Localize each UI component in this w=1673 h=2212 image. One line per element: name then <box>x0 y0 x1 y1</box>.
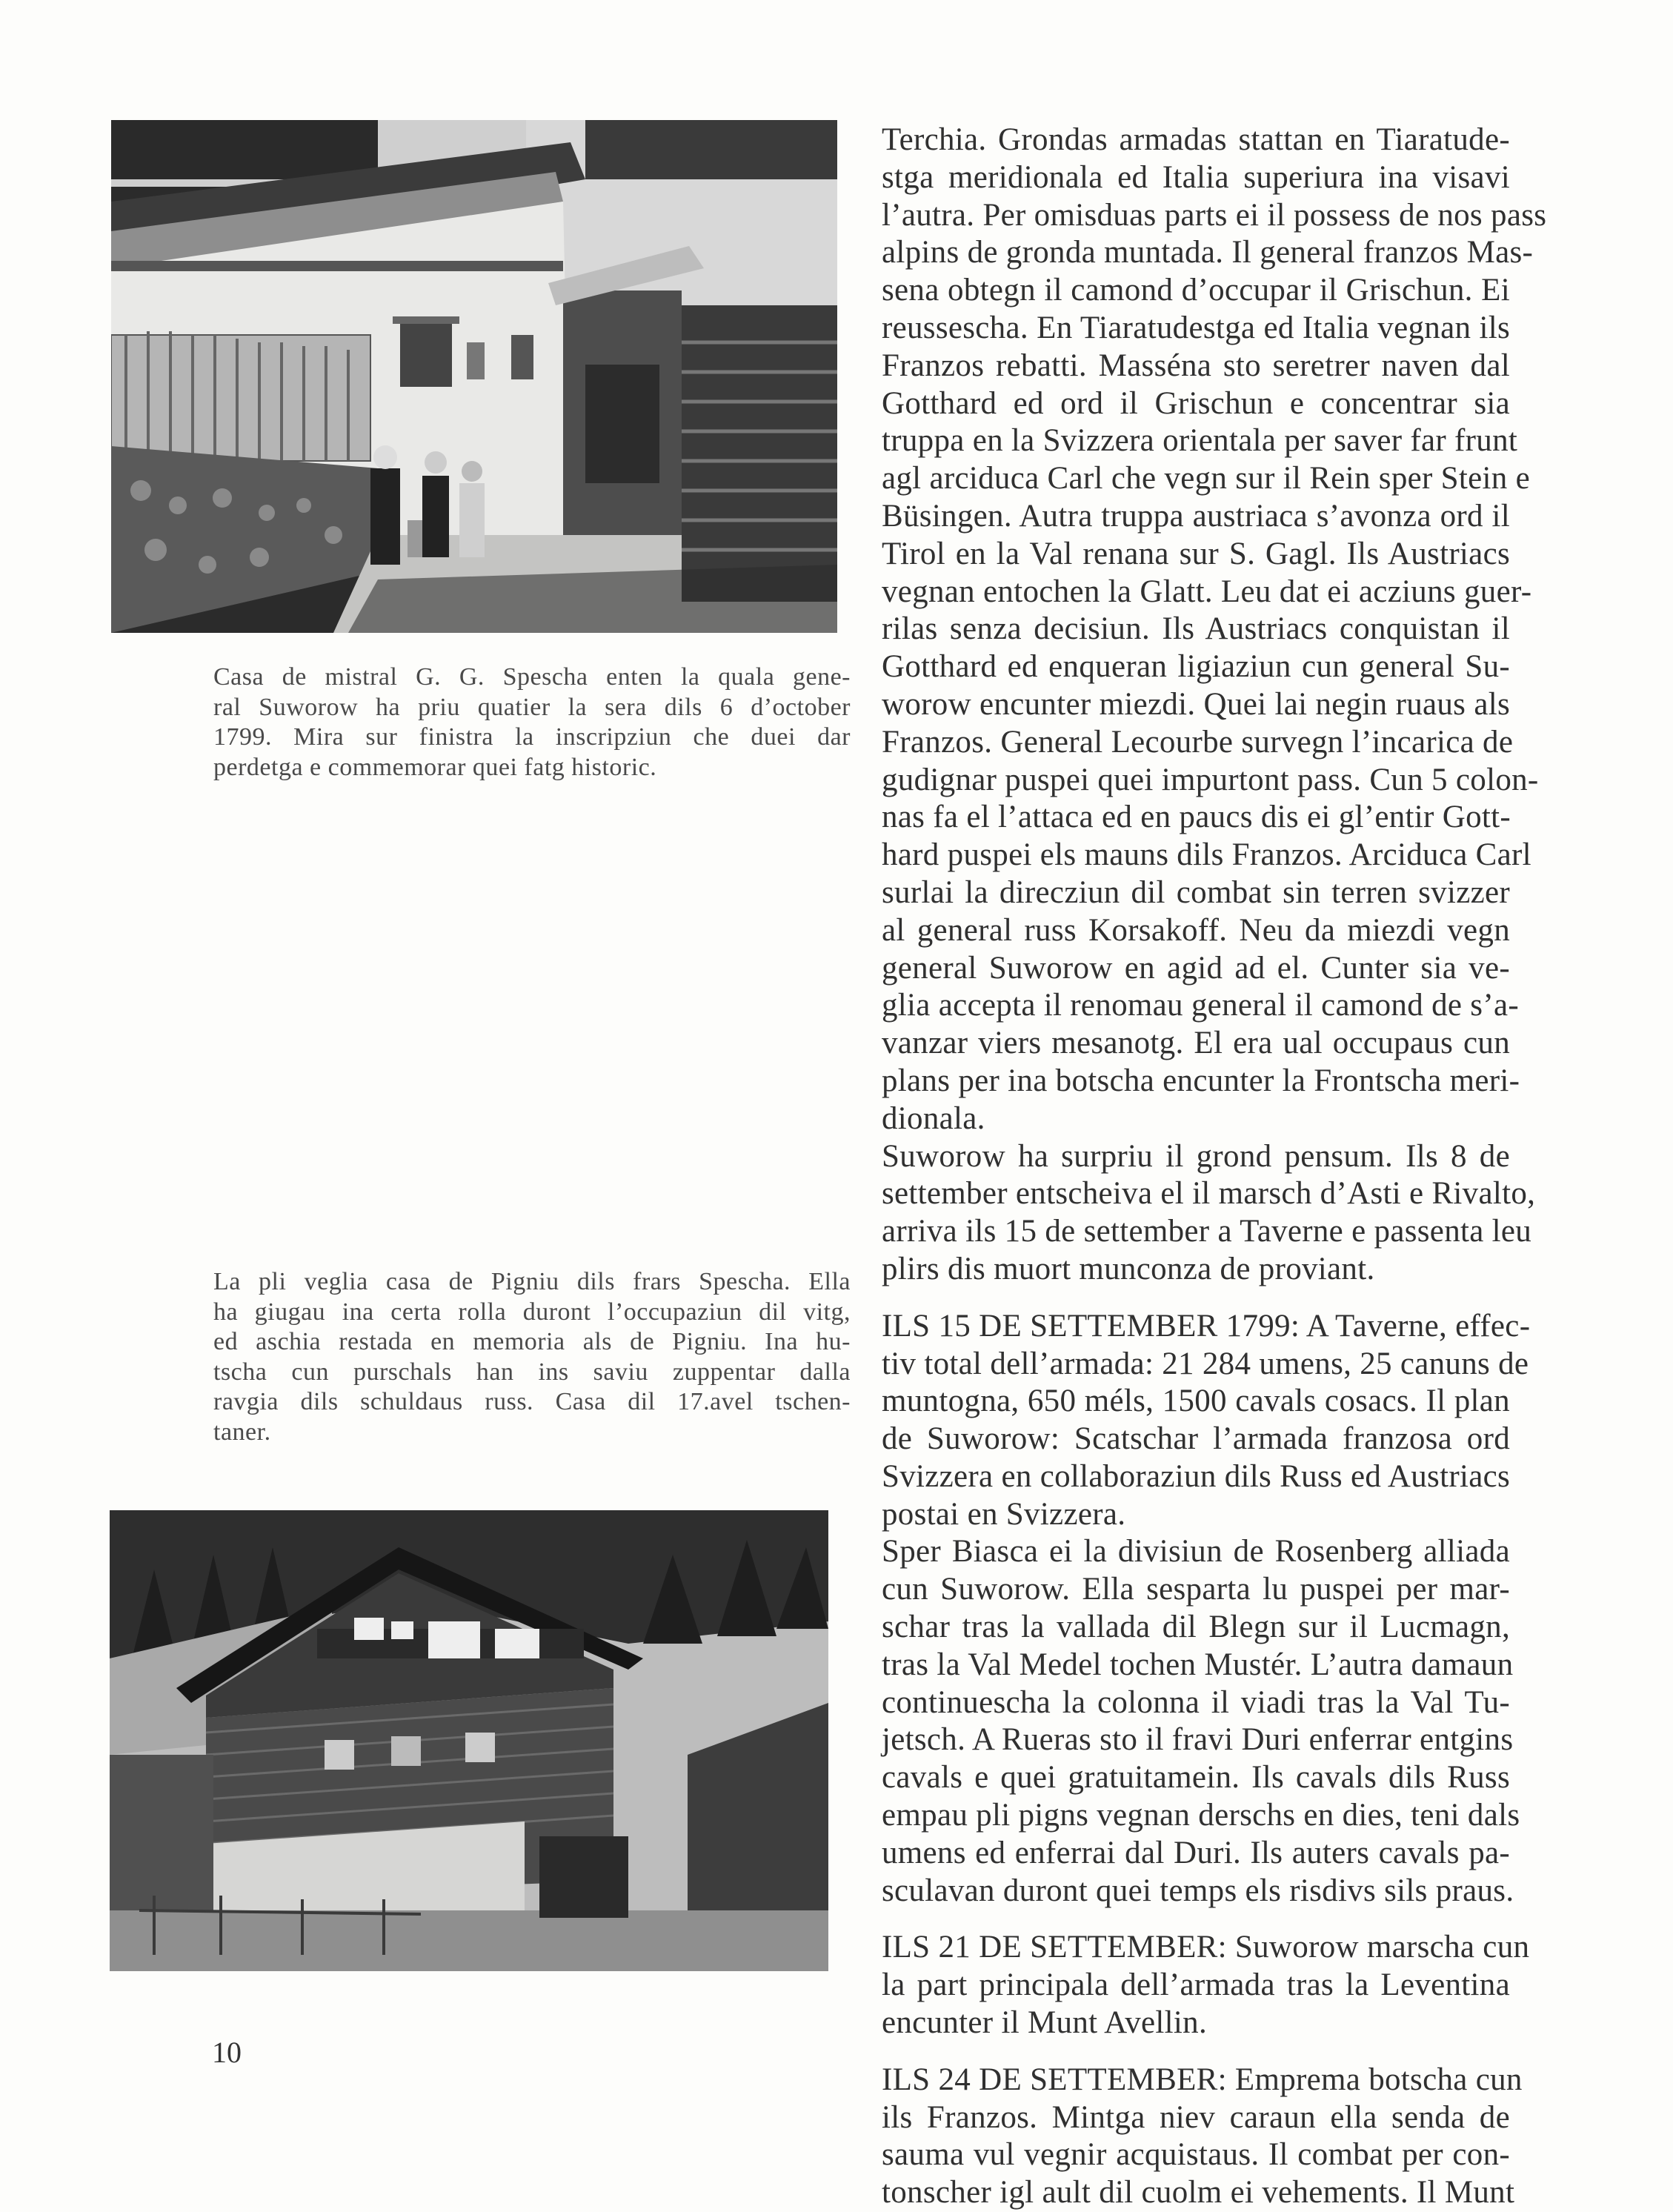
caption-line: ed aschia restada en memoria als de Pigniu. Ina hu- <box>213 1328 851 1355</box>
text-line: ILS 15 DE SETTEMBER 1799: A Taverne, effec- <box>882 1308 1531 1344</box>
text-line: postai en Svizzera. <box>882 1496 1126 1532</box>
text-line: vegnan entochen la Glatt. Leu dat ei acziuns guer- <box>882 574 1532 609</box>
text-line: settember entscheiva el il marsch d’Asti e Rivalto, <box>882 1176 1536 1212</box>
text-line: alpins de gronda muntada. Il general franzos Mas- <box>882 235 1534 270</box>
text-line: Svizzera en collaboraziun dils Russ ed Austriacs <box>882 1458 1510 1494</box>
paragraph <box>882 2062 1523 2212</box>
text-line: cun Suworow. Ella sesparta lu puspei per mar- <box>882 1572 1510 1607</box>
text-line: hard puspei els mauns dils Franzos. Arciduca Carl <box>882 837 1531 873</box>
text-line: schar tras la vallada dil Blegn sur il Lucmagn, <box>882 1610 1510 1645</box>
text-line: plirs dis muort munconza de proviant. <box>882 1251 1375 1286</box>
caption-line: 1799. Mira sur finistra la inscripziun che duei dar <box>213 723 851 751</box>
text-line: gudignar puspei quei impurtont pass. Cun 5 colon- <box>882 762 1539 797</box>
caption-line: tscha cun purschals han ins saviu zuppentar dalla <box>213 1358 851 1386</box>
text-line: reussescha. En Tiaratudestga ed Italia vegnan ils <box>882 310 1510 345</box>
caption-line: ha giugau ina certa rolla duront l’occupaziun dil vitg, <box>213 1298 851 1326</box>
text-line: surlai la direcziun dil combat sin terren svizzer <box>882 874 1510 910</box>
text-line: sena obtegn il camond d’occupar il Grischun. Ei <box>882 273 1510 308</box>
text-line: sculavan duront quei temps els risdivs sils praus. <box>882 1873 1514 1908</box>
text-line: cavals e quei gratuitamein. Ils cavals dils Russ <box>882 1760 1510 1796</box>
text-line: stga meridionala ed Italia superiura ina visavi <box>882 159 1510 195</box>
caption-spescha-house <box>213 662 851 783</box>
body-text <box>882 122 1547 2212</box>
photo-spescha-house <box>111 120 837 633</box>
text-line: ILS 24 DE SETTEMBER: Emprema botscha cun <box>882 2062 1523 2097</box>
text-line: empau pli pigns vegnan derschs en dies, teni dals <box>882 1798 1520 1833</box>
text-line: ils Franzos. Mintga niev caraun ella senda de <box>882 2099 1510 2135</box>
paragraph <box>882 1929 1530 2042</box>
text-line: worow encunter miezdi. Quei lai negin ruaus als <box>882 686 1510 722</box>
text-line: tonscher igl ault dil cuolm ei vehements. Il Munt <box>882 2175 1515 2211</box>
text-line: arriva ils 15 de settember a Taverne e passenta leu <box>882 1214 1532 1249</box>
text-line: Gotthard ed ord il Grischun e concentrar sia <box>882 385 1510 421</box>
text-line: umens ed enferrai dal Duri. Ils auters cavals pa- <box>882 1835 1510 1870</box>
paragraph <box>882 1308 1531 1534</box>
text-line: vanzar viers mesanotg. El era ual occupaus cun <box>882 1026 1510 1061</box>
text-line: tiv total dell’armada: 21 284 umens, 25 canuns de <box>882 1346 1529 1381</box>
caption-line: ral Suworow ha priu quatier la sera dils 6 d’october <box>213 693 851 721</box>
caption-line: perdetga e commemorar quei fatg historic. <box>213 753 657 781</box>
paragraph <box>882 1533 1520 1910</box>
text-line: Sper Biasca ei la divisiun de Rosenberg alliada <box>882 1534 1510 1570</box>
caption-line: La pli veglia casa de Pigniu dils frars Spescha. Ella <box>213 1268 851 1295</box>
text-line: Gotthard ed enqueran ligiaziun cun general Su- <box>882 649 1510 685</box>
text-line: sauma vul vegnir acquistaus. Il combat per con- <box>882 2137 1510 2173</box>
text-line: agl arciduca Carl che vegn sur il Rein sper Stein e <box>882 461 1531 496</box>
text-line: Büsingen. Autra truppa austriaca s’avonza ord il <box>882 498 1510 534</box>
text-line: continuescha la colonna il viadi tras la Val Tu- <box>882 1684 1510 1720</box>
text-line: ILS 21 DE SETTEMBER: Suworow marscha cun <box>882 1930 1530 1965</box>
caption-line: taner. <box>213 1418 271 1446</box>
text-line: Tirol en la Val renana sur S. Gagl. Ils Austriacs <box>882 536 1510 571</box>
caption-line: Casa de mistral G. G. Spescha enten la quala gene- <box>213 663 851 691</box>
text-line: encunter il Munt Avellin. <box>882 2005 1208 2041</box>
photo-oldest-house <box>110 1510 828 1971</box>
text-line: Franzos rebatti. Masséna sto seretrer naven dal <box>882 348 1510 383</box>
text-line: truppa en la Svizzera orientala per saver far frunt <box>882 423 1518 459</box>
photo-oldest-house-image <box>110 1510 828 1971</box>
text-line: glia accepta il renomau general il camond de s’a- <box>882 988 1519 1023</box>
text-line: general Suworow en agid ad el. Cunter sia ve- <box>882 950 1510 986</box>
text-line: Franzos. General Lecourbe survegn l’incarica de <box>882 724 1514 760</box>
page-number: 10 <box>212 2036 242 2069</box>
text-line: tras la Val Medel tochen Mustér. L’autra damaun <box>882 1647 1514 1682</box>
text-line: al general russ Korsakoff. Neu da miezdi vegn <box>882 912 1510 948</box>
paragraph <box>882 1138 1536 1289</box>
text-line: plans per ina botscha encunter la Frontscha meri- <box>882 1063 1520 1098</box>
text-line: rilas senza decisiun. Ils Austriacs conquistan il <box>882 611 1510 647</box>
text-line: dionala. <box>882 1100 985 1136</box>
text-line: muntogna, 650 méls, 1500 cavals cosacs. Il plan <box>882 1384 1510 1419</box>
photo-spescha-house-image <box>111 120 837 633</box>
caption-line: ravgia dils schuldaus russ. Casa dil 17.avel tschen- <box>213 1388 851 1415</box>
text-line: la part principala dell’armada tras la Leventina <box>882 1967 1510 2003</box>
caption-oldest-house <box>213 1267 851 1447</box>
text-line: de Suworow: Scatschar l’armada franzosa ord <box>882 1421 1510 1457</box>
text-line: l’autra. Per omisduas parts ei il possess de nos pass <box>882 197 1547 233</box>
text-line: Terchia. Grondas armadas stattan en Tiaratude- <box>882 122 1510 157</box>
text-line: Suworow ha surpriu il grond pensum. Ils 8 de <box>882 1138 1510 1174</box>
text-line: jetsch. A Rueras sto il fravi Duri enferrar entgins <box>882 1722 1514 1758</box>
paragraph <box>882 122 1547 1138</box>
text-line: nas fa el l’attaca ed en paucs dis ei gl’entir Gott- <box>882 800 1511 835</box>
